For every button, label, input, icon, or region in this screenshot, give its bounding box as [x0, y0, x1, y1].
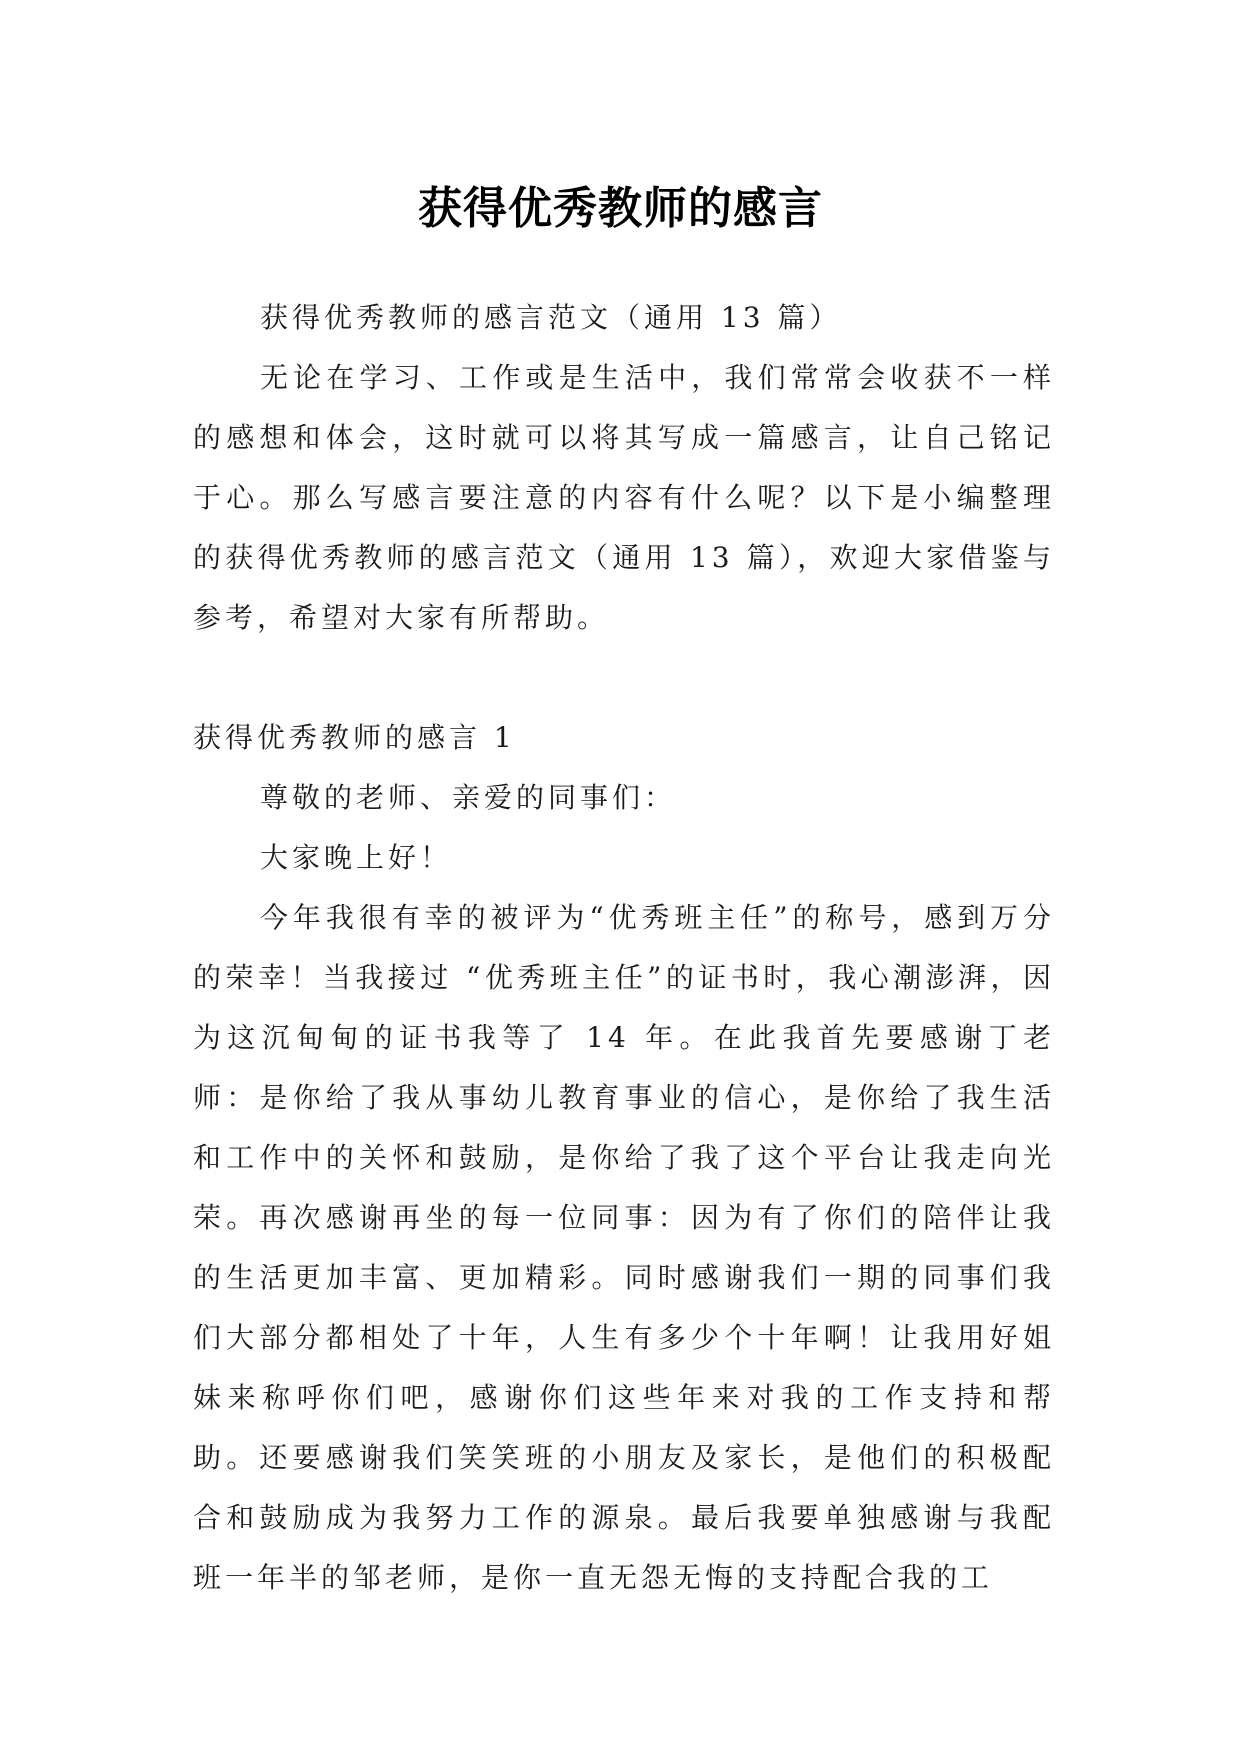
greeting: 大家晚上好！ — [260, 841, 453, 874]
section-paragraph: 今年我很有幸的被评为“优秀班主任”的称号，感到万分的荣幸！当我接过 “优秀班主任”的证书时，我心潮澎湃，因为这沉甸甸的证书我等了 14 年。在此我首先要感谢丁老师：是你给了我从事幼儿教育事业的信心，是你给了我生活和工作中的关怀和鼓励，是你给了我了这个平台让我走向光荣。再次感谢再坐的每一位同事：因为有了你们的陪伴让我的生活更加丰富、更加精彩。同时感谢我们一期的同事们我们大部分都相处了十年，人生有多少个十年啊！让我用好姐妹来称呼你们吧，感谢你们这些年来对我的工作支持和帮助。还要感谢我们笑笑班的小朋友及家长，是他们的积极配合和鼓励成为我努力工作的源泉。最后我要单独感谢与我配班一年半的邹老师，是你一直无怨无悔的支持配合我的工 — [193, 901, 1055, 1594]
salutation: 尊敬的老师、亲爱的同事们： — [260, 781, 677, 814]
document-body — [193, 288, 1055, 1608]
intro-subtitle: 获得优秀教师的感言范文（通用 13 篇） — [260, 301, 842, 334]
document-title: 获得优秀教师的感言 — [418, 183, 823, 235]
section-heading: 获得优秀教师的感言 1 — [193, 721, 516, 754]
intro-paragraph: 无论在学习、工作或是生活中，我们常常会收获不一样的感想和体会，这时就可以将其写成一篇感言，让自己铭记于心。那么写感言要注意的内容有什么呢？以下是小编整理的获得优秀教师的感言范文（通用 13 篇），欢迎大家借鉴与参考，希望对大家有所帮助。 — [193, 361, 1055, 634]
